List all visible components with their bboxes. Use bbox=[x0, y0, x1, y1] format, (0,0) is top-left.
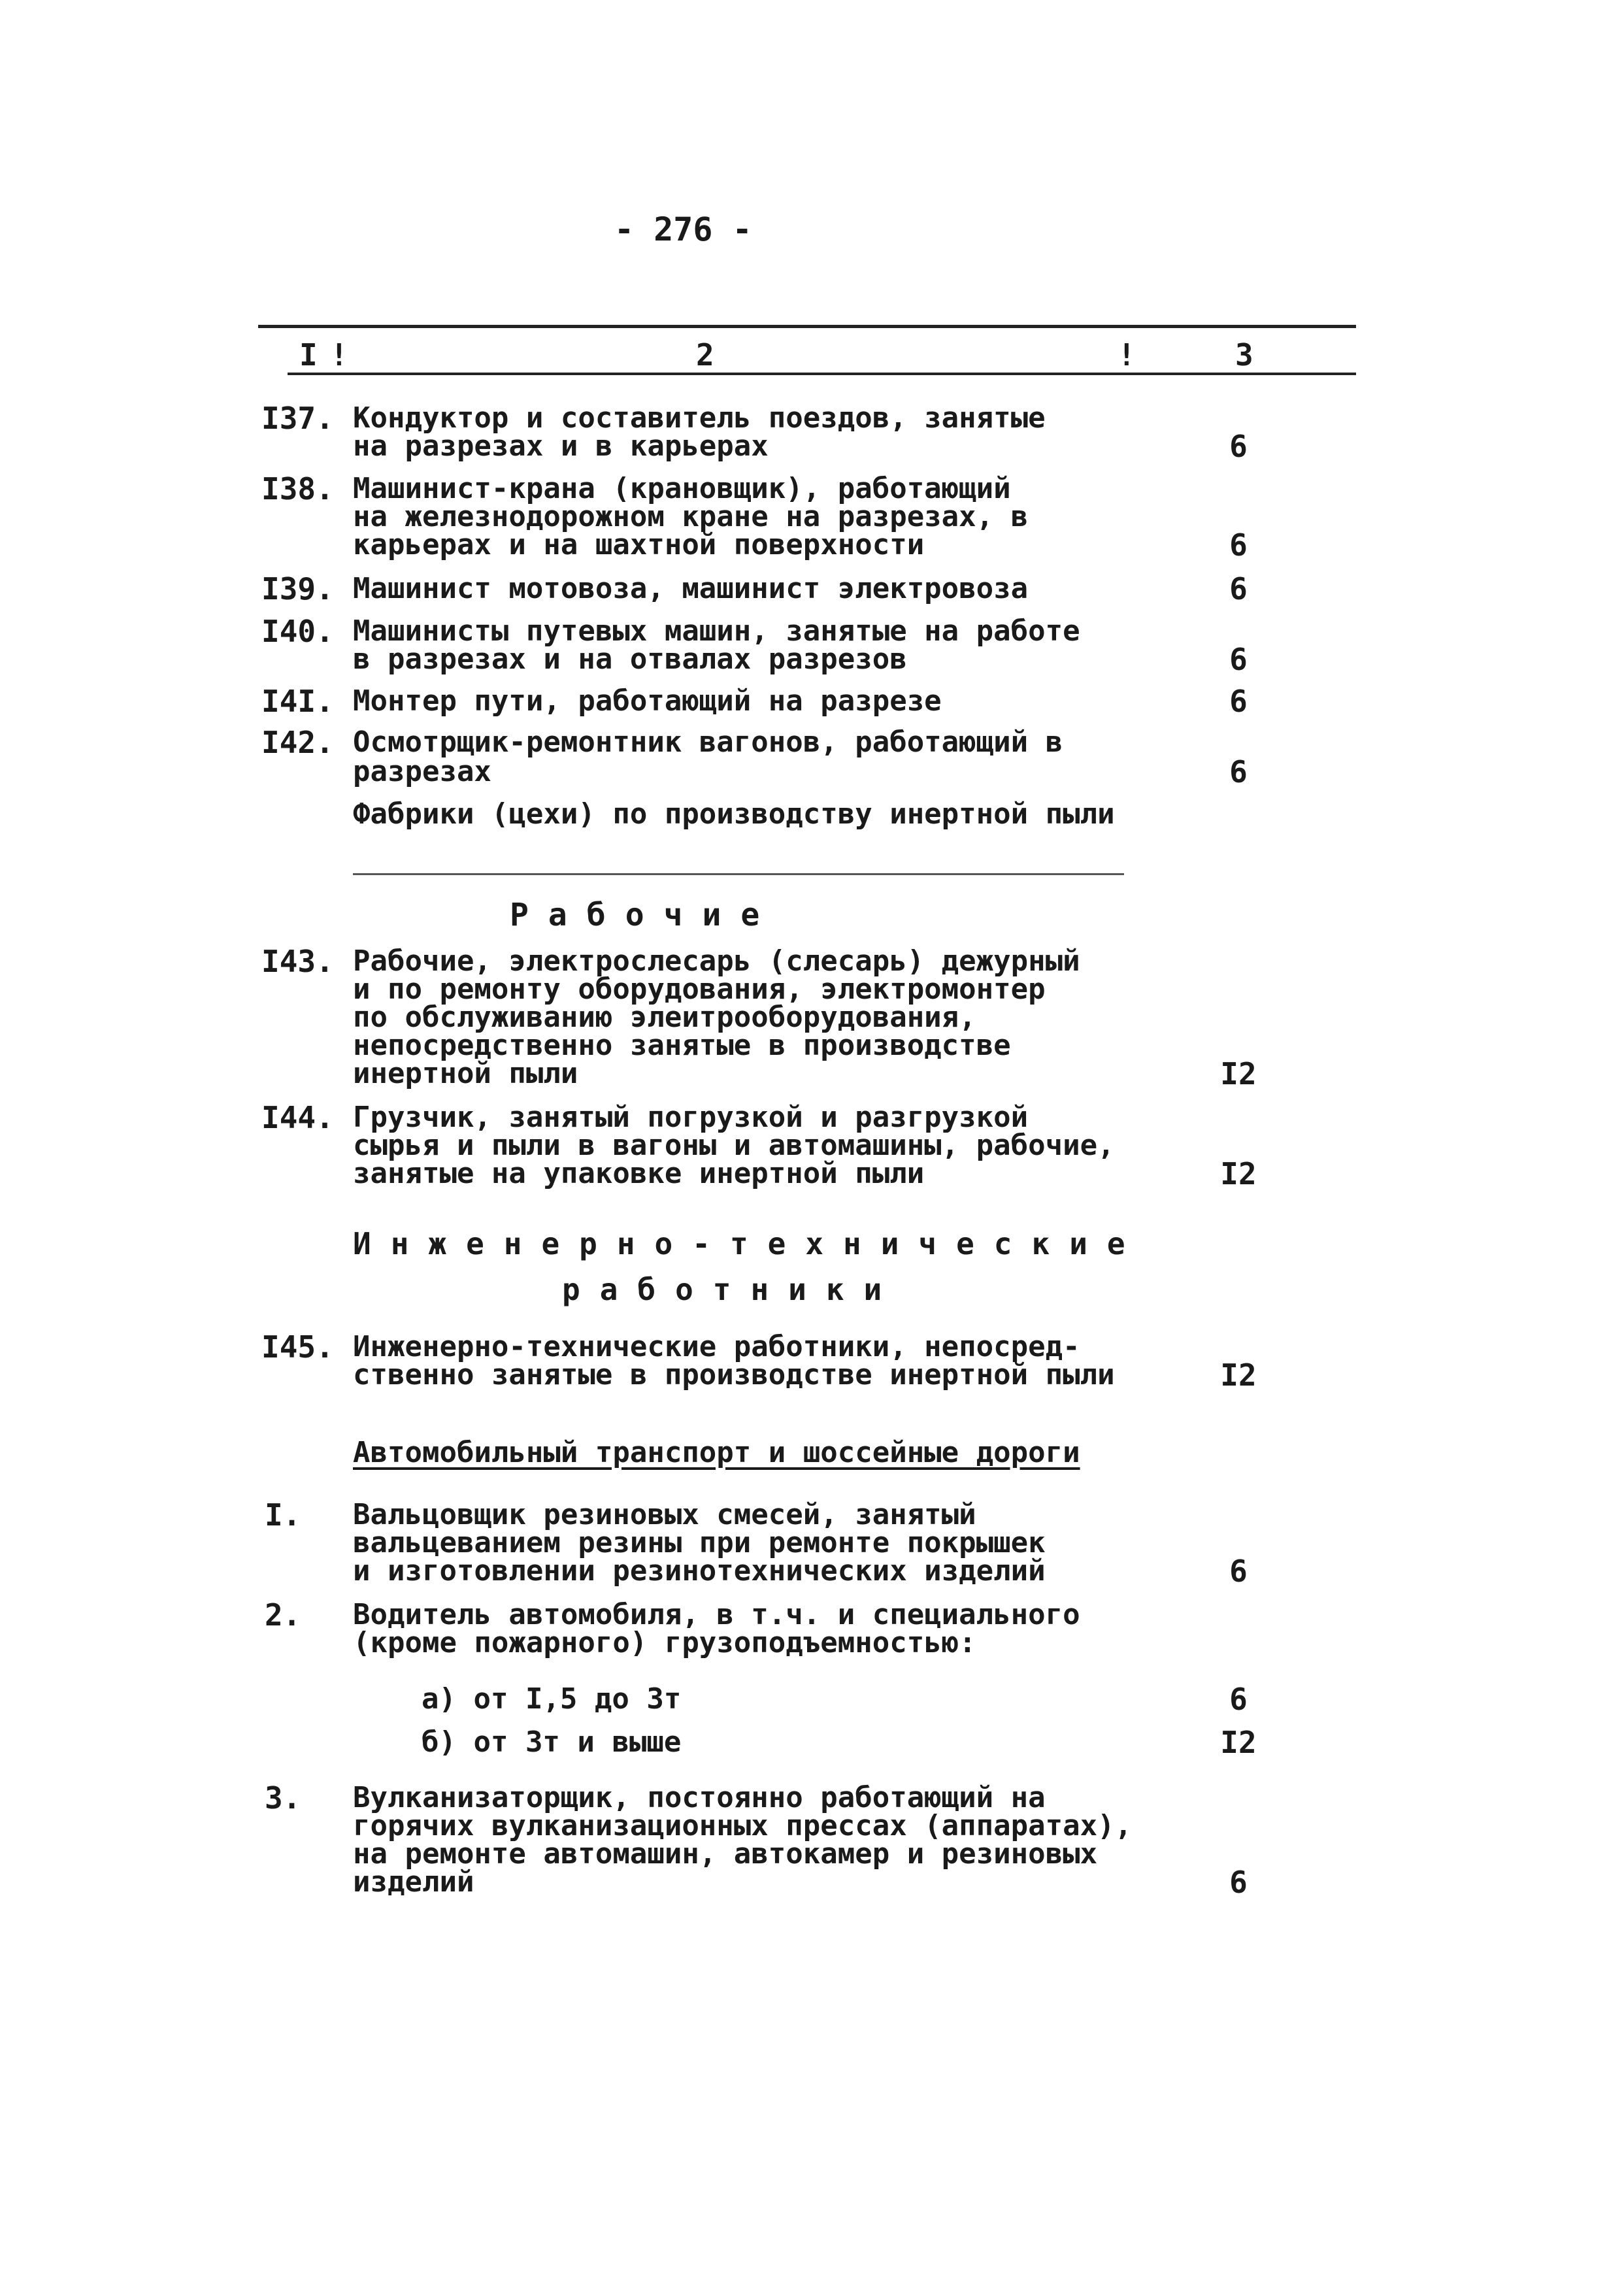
row-140-line-2: в разрезах и на отвалах разрезов bbox=[353, 642, 907, 676]
row-143-line-3: по обслуживанию элеитрооборудования, bbox=[353, 1001, 976, 1034]
row-auto-1-line-3: и изготовлении резинотехнических изделий bbox=[353, 1554, 1046, 1588]
header-col3: 3 bbox=[1235, 337, 1253, 373]
row-142-line-1: Осмотрщик-ремонтник вагонов, работающий в bbox=[353, 725, 1063, 759]
row-142-line-2: разрезах bbox=[353, 755, 491, 788]
row-140-line-1: Машинисты путевых машин, занятые на работе bbox=[353, 614, 1080, 648]
row-138-line-1: Машинист-крана (крановщик), работающий bbox=[353, 472, 1011, 505]
row-auto-3-line-1: Вулканизаторщик, постоянно работающий на bbox=[353, 1781, 1046, 1814]
row-143-line-4: непосредственно занятые в производстве bbox=[353, 1029, 1011, 1062]
row-auto-1-line-1: Вальцовщик резиновых смесей, занятый bbox=[353, 1498, 976, 1531]
row-auto-2-line-1: Водитель автомобиля, в т.ч. и специального bbox=[353, 1598, 1080, 1631]
row-137-value: 6 bbox=[1229, 429, 1248, 464]
row-142-number: I42. bbox=[261, 725, 334, 760]
row-139-number: I39. bbox=[261, 571, 334, 607]
row-139-line-1: Машинист мотовоза, машинист электровоза bbox=[353, 572, 1029, 605]
row-140-number: I40. bbox=[261, 614, 334, 649]
row-138-number: I38. bbox=[261, 471, 334, 507]
row-144-line-1: Грузчик, занятый погрузкой и разгрузкой bbox=[353, 1101, 1029, 1134]
row-143-value: I2 bbox=[1220, 1056, 1257, 1091]
row-auto-1-number: I. bbox=[265, 1497, 301, 1533]
row-auto-1-line-2: вальцеванием резины при ремонте покрышек bbox=[353, 1526, 1046, 1559]
section-auto-title: Автомобильный транспорт и шоссейные дороги bbox=[353, 1436, 1080, 1469]
row-145-line-2: ственно занятые в производстве инертной пыли bbox=[353, 1358, 1115, 1391]
sub-item-a-label: а) от I,5 до 3т bbox=[422, 1682, 682, 1716]
row-143-number: I43. bbox=[261, 944, 334, 979]
row-138-value: 6 bbox=[1229, 527, 1248, 563]
row-145-value: I2 bbox=[1220, 1357, 1257, 1393]
row-145-number: I45. bbox=[261, 1329, 334, 1365]
row-144-line-3: занятые на упаковке инертной пыли bbox=[353, 1157, 925, 1190]
row-141-line-1: Монтер пути, работающий на разрезе bbox=[353, 684, 942, 718]
row-140-value: 6 bbox=[1229, 642, 1248, 677]
sub-item-b-label: б) от 3т и выше bbox=[422, 1725, 682, 1759]
heading-itr-line-2: работники bbox=[562, 1272, 902, 1307]
row-138-line-3: карьерах и на шахтной поверхности bbox=[353, 528, 925, 561]
row-auto-3-line-3: на ремонте автомашин, автокамер и резиновых bbox=[353, 1837, 1098, 1871]
header-top-rule bbox=[258, 325, 1356, 328]
heading-itr-line-1: Инженерно-технические bbox=[353, 1226, 1145, 1261]
header-bottom-rule bbox=[288, 373, 1356, 375]
header-col1: I bbox=[299, 337, 318, 373]
row-144-number: I44. bbox=[261, 1100, 334, 1135]
row-auto-3-value: 6 bbox=[1229, 1865, 1248, 1900]
row-141-value: 6 bbox=[1229, 684, 1248, 719]
row-137-line-2: на разрезах и в карьерах bbox=[353, 429, 769, 463]
row-auto-3-line-4: изделий bbox=[353, 1865, 474, 1899]
row-138-line-2: на железнодорожном кране на разрезах, в bbox=[353, 500, 1029, 533]
section-factories-title: Фабрики (цехи) по производству инертной пыли bbox=[353, 797, 1115, 831]
row-144-value: I2 bbox=[1220, 1156, 1257, 1191]
section-divider bbox=[353, 873, 1124, 875]
row-144-line-2: сырья и пыли в вагоны и автомашины, рабочие, bbox=[353, 1129, 1115, 1162]
header-col2: 2 bbox=[696, 337, 714, 373]
header-sep1: ! bbox=[330, 337, 348, 373]
heading-workers: Рабочие bbox=[510, 897, 780, 933]
row-auto-1-value: 6 bbox=[1229, 1554, 1248, 1589]
row-137-number: I37. bbox=[261, 401, 334, 436]
row-auto-3-line-2: горячих вулканизационных прессах (аппаратах), bbox=[353, 1809, 1133, 1842]
row-137-line-1: Кондуктор и составитель поездов, занятые bbox=[353, 401, 1046, 435]
row-141-number: I4I. bbox=[261, 684, 334, 719]
row-143-line-5: инертной пыли bbox=[353, 1057, 578, 1090]
header-sep2: ! bbox=[1118, 337, 1136, 373]
row-142-value: 6 bbox=[1229, 754, 1248, 790]
row-143-line-1: Рабочие, электрослесарь (слесарь) дежурный bbox=[353, 944, 1080, 978]
row-auto-2-line-2: (кроме пожарного) грузоподъемностью: bbox=[353, 1626, 976, 1659]
row-143-line-2: и по ремонту оборудования, электромонтер bbox=[353, 973, 1046, 1006]
page-number: - 276 - bbox=[614, 210, 752, 248]
row-auto-2-number: 2. bbox=[265, 1597, 301, 1633]
row-145-line-1: Инженерно-технические работники, непосред- bbox=[353, 1330, 1080, 1363]
row-139-value: 6 bbox=[1229, 571, 1248, 607]
sub-item-a-value: 6 bbox=[1229, 1682, 1248, 1717]
row-auto-3-number: 3. bbox=[265, 1780, 301, 1816]
sub-item-b-value: I2 bbox=[1220, 1725, 1257, 1760]
